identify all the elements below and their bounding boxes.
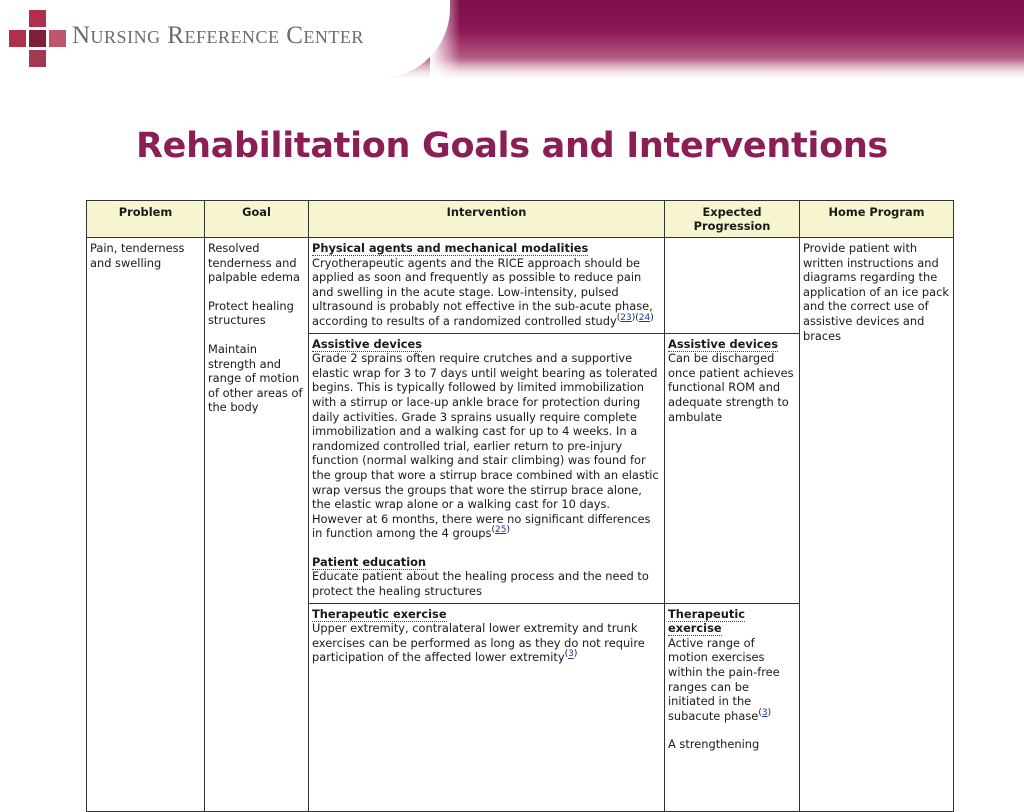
table-row <box>87 238 954 334</box>
home-program-text: Provide patient with written instructions and diagrams regarding the application of an ice pack and the correct use of assistive devices and braces <box>803 241 949 343</box>
column-header-expected-progression: Expected Progression <box>665 201 800 238</box>
progression-cell: Therapeutic exercise Active range of motion exercises within the pain-free ranges can be initiated in the subacute phase$^{(3)}$ A strengthening <box>665 603 800 811</box>
intervention-text: Educate patient about the healing process and the need to protect the healing structures <box>312 569 649 599</box>
banner-fade <box>0 60 1024 80</box>
column-header-home-program: Home Program <box>800 201 954 238</box>
column-header-intervention: Intervention <box>309 201 665 238</box>
citation-link[interactable]: 3 <box>761 708 768 719</box>
goal-item: Resolved tenderness and palpable edema <box>208 241 300 285</box>
column-header-goal: Goal <box>205 201 309 238</box>
progression-cell <box>665 333 800 603</box>
intervention-heading: Assistive devices <box>312 336 422 351</box>
goal-cell <box>205 238 309 812</box>
header-banner <box>0 0 1024 78</box>
progression-text: A strengthening <box>668 737 760 752</box>
intervention-heading: Patient education <box>312 554 427 569</box>
citation-link[interactable]: 24 <box>638 313 651 324</box>
citation-link[interactable]: 3 <box>568 649 574 660</box>
logo-text: Nursing Reference Center <box>72 22 364 49</box>
goal-item: Maintain strength and range of motion of other areas of the body <box>208 341 303 415</box>
intervention-cell: Therapeutic exercise Upper extremity, contralateral lower extremity and trunk exercises can be performed as long as they do not require participation of the affected lower extremity$^{(3)}$ <box>309 603 665 811</box>
page-title: Rehabilitation Goals and Interventions <box>136 126 888 166</box>
intervention-text: Grade 2 sprains often require crutches and a supportive elastic wrap for 3 to 7 days until weight bearing as tolerated begins. This is typically followed by limited immobilization with a stirrup or lace-up ankle brace for protection during daily activities. Grade 3 sprains usually require complete immobilization and a walking cast for up to 4 weeks. In a randomized controlled trial, earlier return to pre-injury function (normal walking and stair climbing) was found for the group that wore a stirrup brace combined with an elastic wrap versus the groups that wore the stirrup brace alone, the elastic wrap alone or a walking cast for 10 days. However at 6 months, there were no significant differences in function among the 4 groups <box>312 351 659 541</box>
logo-cross-icon <box>9 10 67 68</box>
progression-heading: Therapeutic exercise <box>668 606 745 636</box>
progression-text: Can be discharged once patient achieves functional ROM and adequate strength to ambulate <box>668 351 794 424</box>
goal-item: Protect healing structures <box>208 298 294 328</box>
intervention-heading: Therapeutic exercise <box>312 606 447 621</box>
citation-link[interactable]: 23 <box>620 313 632 324</box>
column-header-problem: Problem <box>87 201 205 238</box>
progression-text: Active range of motion exercises within the pain-free ranges can be initiated in the subacute phase <box>668 635 780 723</box>
intervention-cell: Assistive devices Grade 2 sprains often require crutches and a supportive elastic wrap for 3 to 7 days until weight bearing as tolerated begins. This is typically followed by limited immobilization with a stirrup or lace-up ankle brace for protection during daily activities. Grade 3 sprains usually require complete immobilization and a walking cast for up to 4 weeks. In a randomized controlled trial, earlier return to pre-injury function (normal walking and stair climbing) was found for the group that wore a stirrup brace combined with an elastic wrap versus the groups that wore the stirrup brace alone, the elastic wrap alone or a walking cast for 10 days. However at 6 months, there were no significant differences in function among the 4 groups$^{(25)}$ Patient education Educate patient about the healing process and the need to protect the healing structures <box>309 333 665 603</box>
problem-cell <box>87 238 205 812</box>
goals-table <box>86 200 954 812</box>
goals-table-wrapper <box>86 200 953 752</box>
intervention-cell: Physical agents and mechanical modalities Cryotherapeutic agents and the RICE approach should be applied as soon and frequently as possible to reduce pain and swelling in the acute stage. Low-intensity, pulsed ultrasound is probably not effective in the sub-acute phase, according to results of a randomized controlled study$^{(23)(24)}$ <box>309 238 665 334</box>
citation-link[interactable]: 25 <box>495 525 507 536</box>
table-header-row <box>87 201 954 238</box>
intervention-heading: Physical agents and mechanical modalities <box>312 241 589 255</box>
intervention-text: Cryotherapeutic agents and the RICE approach should be applied as soon and frequently as possible to reduce pain and swelling in the acute stage. Low-intensity, pulsed ultrasound is probably not effective in the sub-acute phase, according to results of a randomized controlled study <box>312 255 653 328</box>
problem-text: Pain, tenderness and swelling <box>90 241 185 270</box>
progression-cell <box>665 238 800 334</box>
progression-heading: Assistive devices <box>668 336 778 351</box>
home-program-cell <box>800 238 954 812</box>
intervention-text: Upper extremity, contralateral lower extremity and trunk exercises can be performed as long as they do not require participation of the affected lower extremity <box>312 621 645 665</box>
